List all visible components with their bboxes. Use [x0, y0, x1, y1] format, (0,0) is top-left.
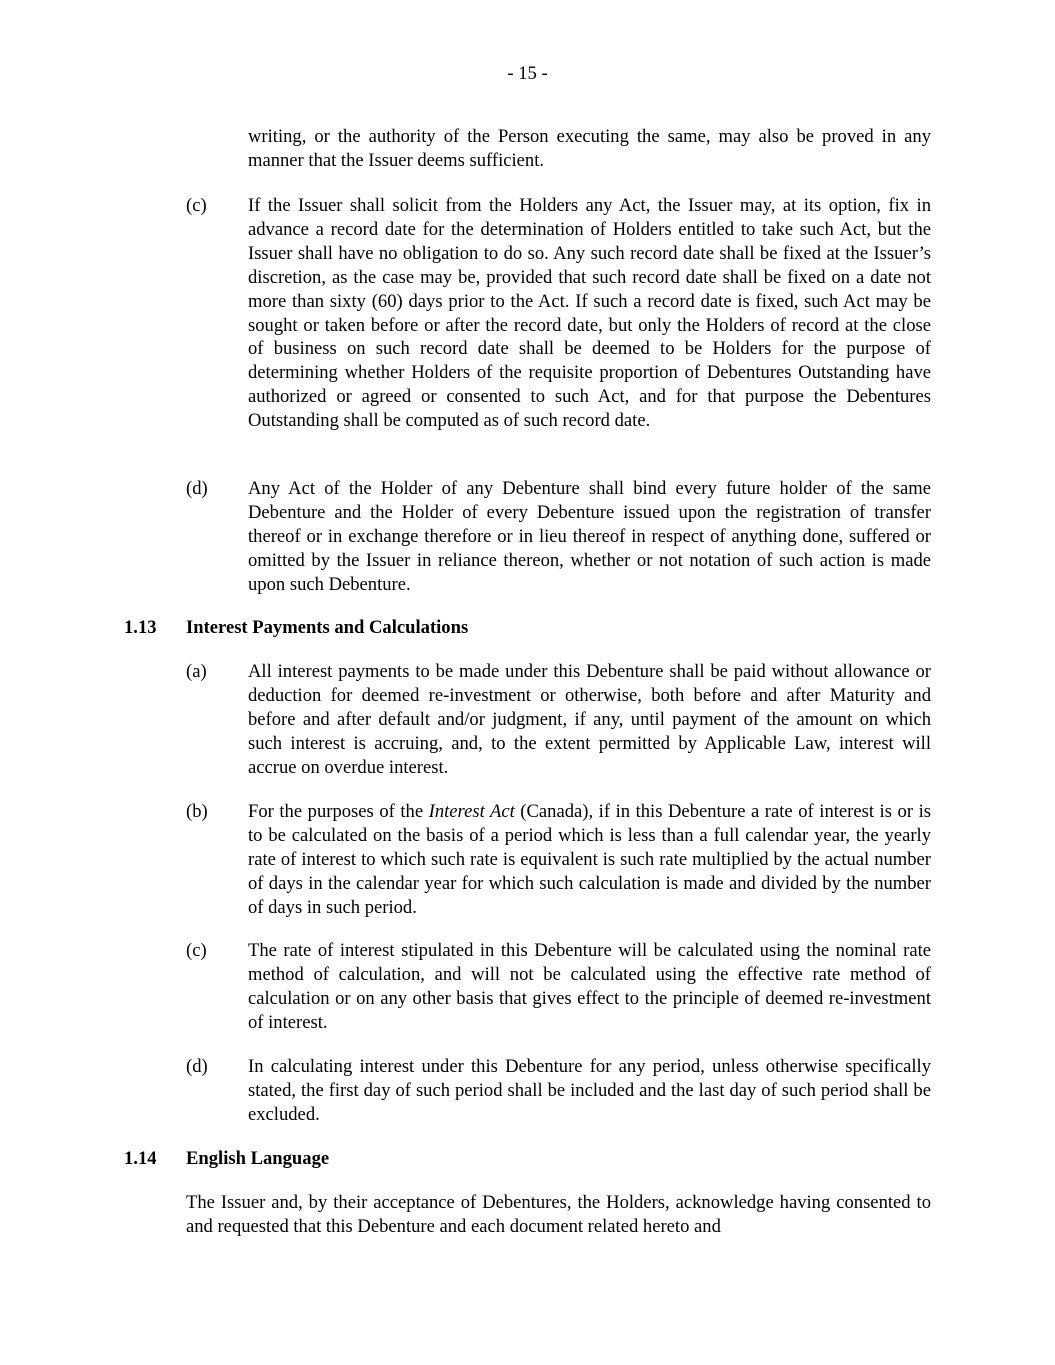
- section-title: English Language: [186, 1148, 330, 1169]
- body-paragraph: The Issuer and, by their acceptance of Debentures, the Holders, acknowledge having consented to and requested that this Debenture and each document related hereto and: [186, 1192, 931, 1237]
- item-label: (c): [186, 940, 207, 961]
- item-text: The rate of interest stipulated in this Debenture will be calculated using the nominal rate method of calculation, and will not be calculated using the effective rate method of calculation or on any other basis that gives effect to the principle of deemed re-investment of interest.: [248, 940, 931, 1033]
- item-text: In calculating interest under this Debenture for any period, unless otherwise specifically stated, the first day of such period shall be included and the last day of such period shall be excluded.: [248, 1056, 931, 1125]
- act-title: Interest Act: [428, 801, 515, 822]
- item-text: All interest payments to be made under this Debenture shall be paid without allowance or deduction for deemed re-investment or otherwise, both before and after Maturity and before and after default and/or judgment, if any, until payment of the amount on which such interest is accruing, and, to the extent permitted by Applicable Law, interest will accrue on overdue interest.: [248, 661, 931, 778]
- item-label: (d): [186, 478, 208, 499]
- continuation-paragraph: writing, or the authority of the Person executing the same, may also be proved in any manner that the Issuer deems sufficient.: [248, 126, 931, 171]
- section-title: Interest Payments and Calculations: [186, 617, 469, 638]
- item-label: (a): [186, 661, 207, 682]
- item-text-start: For the purposes of the: [248, 801, 429, 822]
- item-text: Any Act of the Holder of any Debenture shall bind every future holder of the same Debenture and the Holder of every Debenture issued upon the registration of transfer thereof or in exchange therefore or in lieu thereof in respect of anything done, suffered or omitted by the Issuer in reliance thereon, whether or not notation of such action is made upon such Debenture.: [248, 478, 931, 595]
- item-label: (d): [186, 1056, 208, 1077]
- item-text: [248, 800, 931, 920]
- page-number: - 15 -: [507, 63, 548, 84]
- item-label: (c): [186, 195, 207, 216]
- item-label: (b): [186, 801, 208, 822]
- item-text-end: (Canada), if in this Debenture a rate of interest is or is to be calculated on the basis of a period which is less than a full calendar year, the yearly rate of interest to which such rate is equivalent is such rate multiplied by the actual number of days in the calendar year for which such calculation is made and divided by the number of days in such period.: [248, 801, 931, 918]
- section-number: 1.14: [124, 1148, 157, 1169]
- section-number: 1.13: [124, 617, 157, 638]
- item-text: If the Issuer shall solicit from the Holders any Act, the Issuer may, at its option, fix in advance a record date for the determination of Holders entitled to take such Act, but the Issuer shall have no obligation to do so. Any such record date shall be fixed at the Issuer’s discretion, as the case may be, provided that such record date shall be fixed on a date not more than sixty (60) days prior to the Act. If such a record date is fixed, such Act may be sought or taken before or after the record date, but only the Holders of record at the close of business on such record date shall be deemed to be Holders for the purpose of determining whether Holders of the requisite proportion of Debentures Outstanding have authorized or agreed or consented to such Act, and for that purpose the Debentures Outstanding shall be computed as of such record date.: [248, 195, 931, 432]
